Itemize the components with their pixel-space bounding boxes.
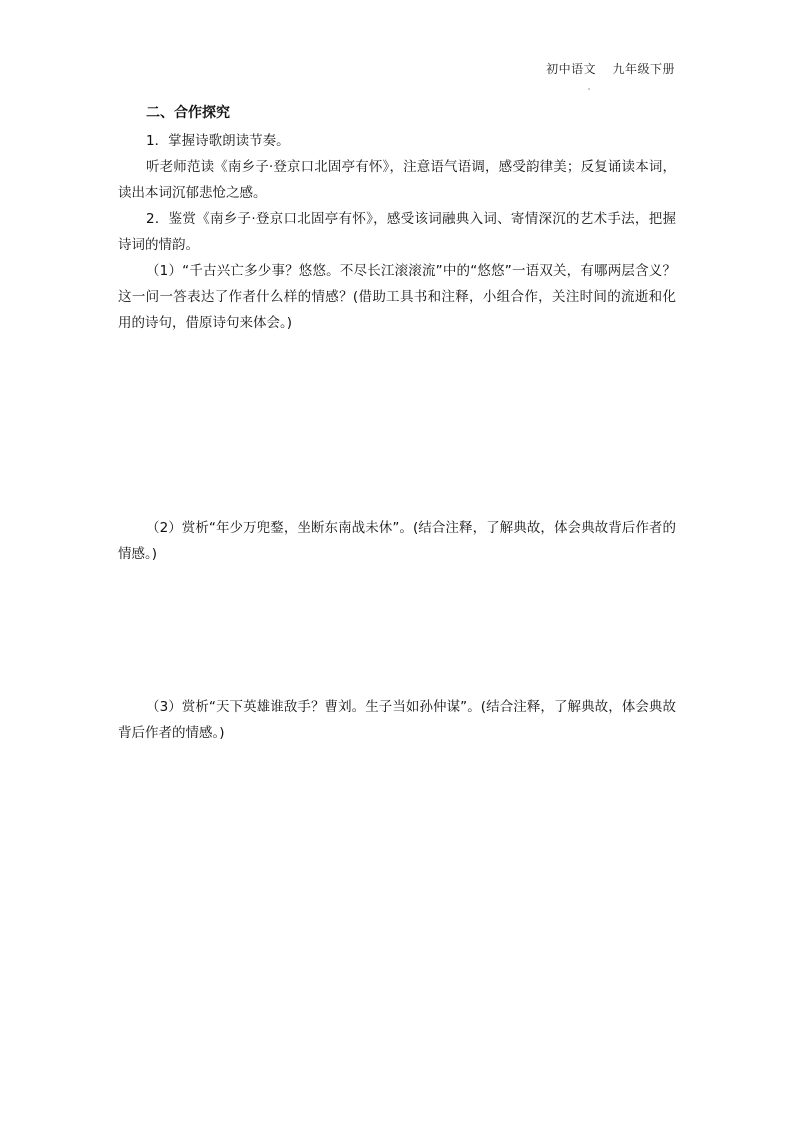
header-subject: 初中语文: [546, 62, 597, 76]
item1-title: 1．掌握诗歌朗读节奏。: [146, 133, 290, 149]
question-2: （2）赏析“年少万兜鍪，坐断东南战未休”。(结合注释，了解典故，体会典故背后作者的情感。): [118, 520, 676, 562]
section-title: 二、合作探究: [146, 105, 230, 121]
question-1: （1）“千古兴亡多少事？悠悠。不尽长江滚滚流”中的“悠悠”一语双关，有哪两层含义？这一问一答表达了作者什么样的情感？(借助工具书和注释，小组合作，关注时间的流逝和化用的诗句，借原诗句来体会。): [118, 263, 676, 331]
question-3: （3）赏析“天下英雄谁敌手？曹刘。生子当如孙仲谋”。(结合注释，了解典故，体会典故背后作者的情感。): [118, 699, 676, 741]
item2-title: 2．鉴赏《南乡子·登京口北固亭有怀》，感受该词融典入词、寄情深沉的艺术手法，把握诗词的情韵。: [118, 211, 676, 253]
document-body: [118, 100, 676, 746]
answer-space-2: [118, 567, 676, 694]
page-header: [546, 60, 675, 77]
item1-body: 听老师范读《南乡子·登京口北固亭有怀》，注意语气语调，感受韵律美；反复诵读本词，读出本词沉郁悲怆之感。: [118, 159, 676, 201]
answer-space-1: [118, 336, 676, 515]
decorative-dot: [588, 88, 590, 90]
header-grade: 九年级下册: [612, 62, 675, 76]
